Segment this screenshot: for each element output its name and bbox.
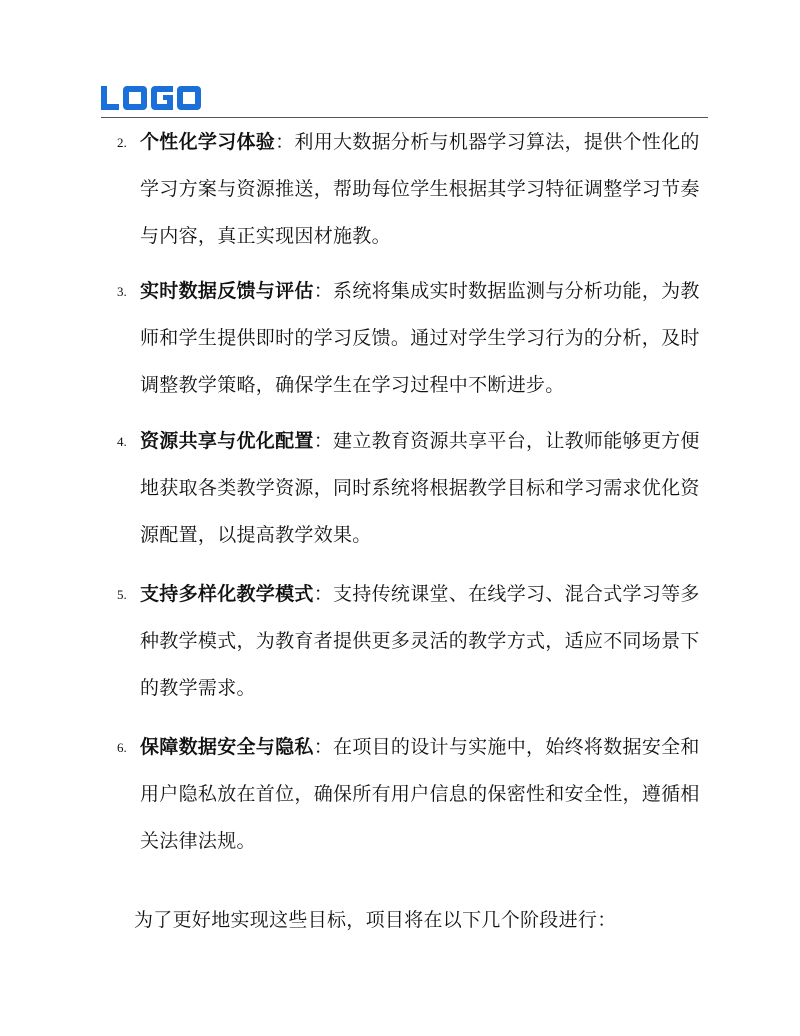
item-title: 实时数据反馈与评估 [140, 280, 314, 302]
item-title: 资源共享与优化配置 [140, 430, 314, 452]
list-number: 5. [117, 587, 127, 602]
list-item-text [140, 119, 710, 260]
logo-image [101, 84, 201, 112]
list-item-text [140, 418, 710, 559]
list-number: 6. [117, 740, 127, 755]
item-separator: ： [313, 736, 334, 758]
item-separator: ： [275, 131, 295, 153]
item-body: 利用大数据分析与机器学习算法，提供个性化的学习方案与资源推送，帮助每位学生根据其学习特征调整学习节奏与内容，真正实现因材施教。 [140, 131, 700, 247]
closing-paragraph: 为了更好地实现这些目标，项目将在以下几个阶段进行： [134, 909, 617, 931]
item-body: 系统将集成实时数据监测与分析功能，为教师和学生提供即时的学习反馈。通过对学生学习行为的分析，及时调整教学策略，确保学生在学习过程中不断进步。 [140, 280, 700, 396]
item-title: 支持多样化教学模式 [140, 583, 314, 605]
list-item-text [140, 571, 710, 712]
item-body: 在项目的设计与实施中，始终将数据安全和用户隐私放在首位，确保所有用户信息的保密性和安全性，遵循相关法律法规。 [140, 736, 700, 852]
list-item-text [140, 268, 710, 409]
item-title: 个性化学习体验 [140, 131, 276, 153]
item-body: 建立教育资源共享平台，让教师能够更方便地获取各类教学资源，同时系统将根据教学目标和学习需求优化资源配置，以提高教学效果。 [140, 430, 700, 546]
list-number: 2. [117, 135, 127, 150]
logo [101, 84, 201, 112]
list-number: 4. [117, 434, 127, 449]
list-item-text [140, 724, 710, 865]
item-body: 支持传统课堂、在线学习、混合式学习等多种教学模式，为教育者提供更多灵活的教学方式，适应不同场景下的教学需求。 [140, 583, 700, 699]
item-title: 保障数据安全与隐私 [140, 736, 314, 758]
item-separator: ： [313, 280, 334, 302]
item-separator: ： [313, 583, 334, 605]
list-number: 3. [117, 284, 127, 299]
header-divider [101, 117, 708, 118]
item-separator: ： [313, 430, 334, 452]
